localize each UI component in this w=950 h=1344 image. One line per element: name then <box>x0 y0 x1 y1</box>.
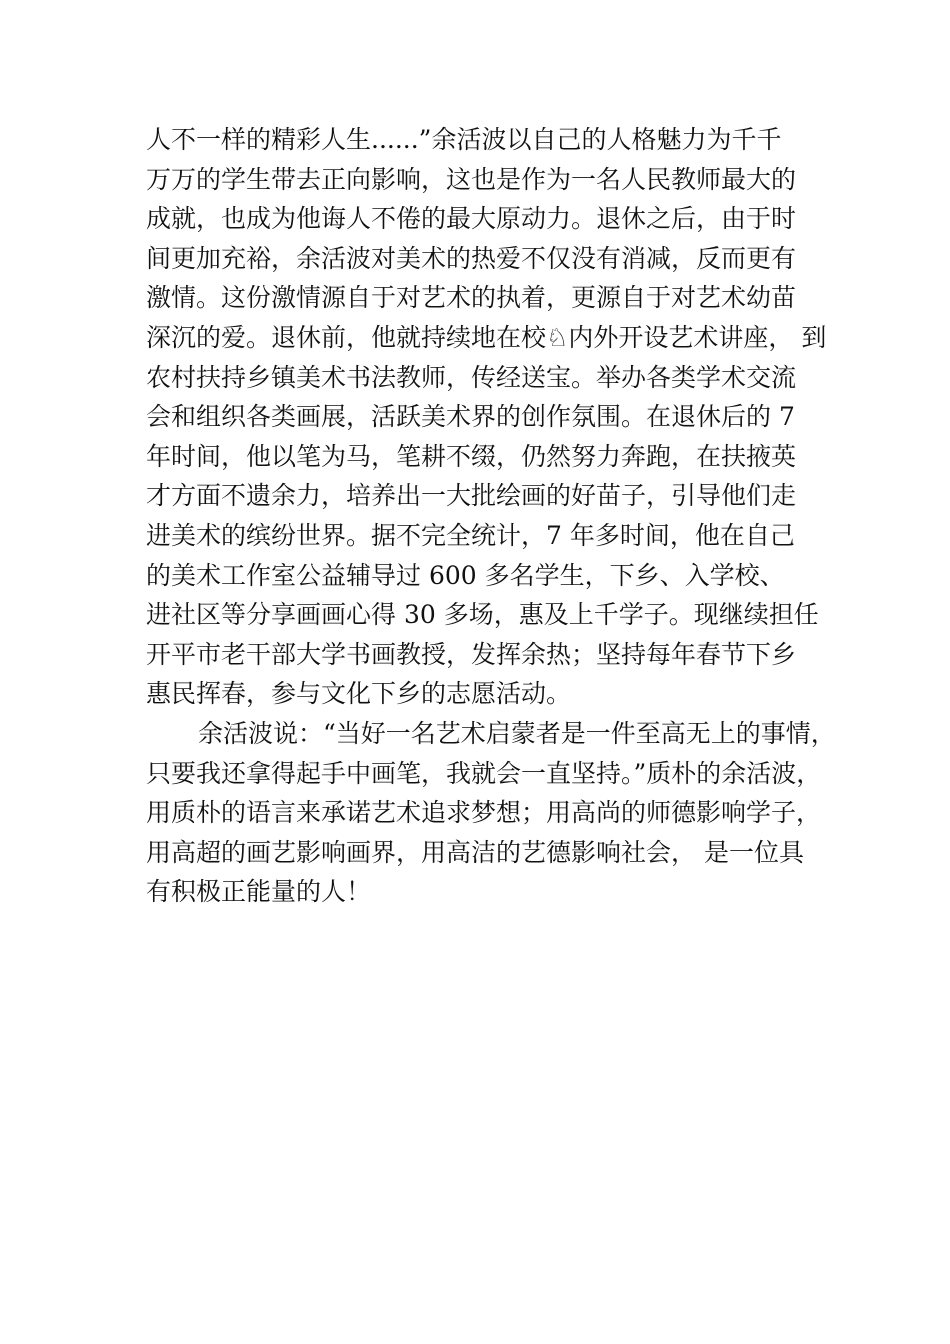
text-line: 只要我还拿得起手中画笔，我就会一直坚持。”质朴的余活波， <box>146 758 822 788</box>
text-line: 万万的学生带去正向影响，这也是作为一名人民教师最大的 <box>146 164 797 194</box>
text-line: 深沉的爱。退休前，他就持续地在校♘内外开设艺术讲座， 到 <box>146 322 827 352</box>
text-line: 成就，也成为他诲人不倦的最大原动力。退休之后，由于时 <box>146 204 797 234</box>
text-line: 进社区等分享画画心得 30 多场，惠及上千学子。现继续担任 <box>146 600 819 630</box>
text-line: 进美术的缤纷世界。据不完全统计，7 年多时间，他在自己 <box>146 520 795 550</box>
text-line: 开平市老干部大学书画教授，发挥余热；坚持每年春节下乡 <box>146 639 797 669</box>
text-line: 惠民挥春，参与文化下乡的志愿活动。 <box>146 679 572 709</box>
text-line: 才方面不遗余力，培养出一大批绘画的好苗子，引导他们走 <box>146 481 797 511</box>
text-line: 的美术工作室公益辅导过 600 多名学生，下乡、入学校、 <box>146 560 785 590</box>
text-line: 年时间，他以笔为马，笔耕不缀，仍然努力奔跑，在扶掖英 <box>146 441 797 471</box>
paragraph-1 <box>146 120 846 714</box>
text-line: 有积极正能量的人！ <box>146 877 372 907</box>
text-line: 间更加充裕，余活波对美术的热爱不仅没有消减，反而更有 <box>146 243 797 273</box>
text-line: 人不一样的精彩人生......”余活波以自己的人格魅力为千千 <box>146 125 782 154</box>
text-line: 会和组织各类画展，活跃美术界的创作氛围。在退休后的 7 <box>146 402 795 432</box>
body-text <box>146 120 846 912</box>
text-line: 用质朴的语言来承诺艺术追求梦想；用高尚的师德影响学子， <box>146 798 822 828</box>
paragraph-2 <box>146 714 846 912</box>
text-line: 余活波说：“当好一名艺术启蒙者是一件至高无上的事情， <box>198 718 836 748</box>
text-line: 用高超的画艺影响画界，用高洁的艺德影响社会， 是一位具 <box>146 837 804 867</box>
text-line: 农村扶持乡镇美术书法教师，传经送宝。举办各类学术交流 <box>146 362 797 392</box>
text-line: 激情。这份激情源自于对艺术的执着，更源自于对艺术幼苗 <box>146 283 797 313</box>
